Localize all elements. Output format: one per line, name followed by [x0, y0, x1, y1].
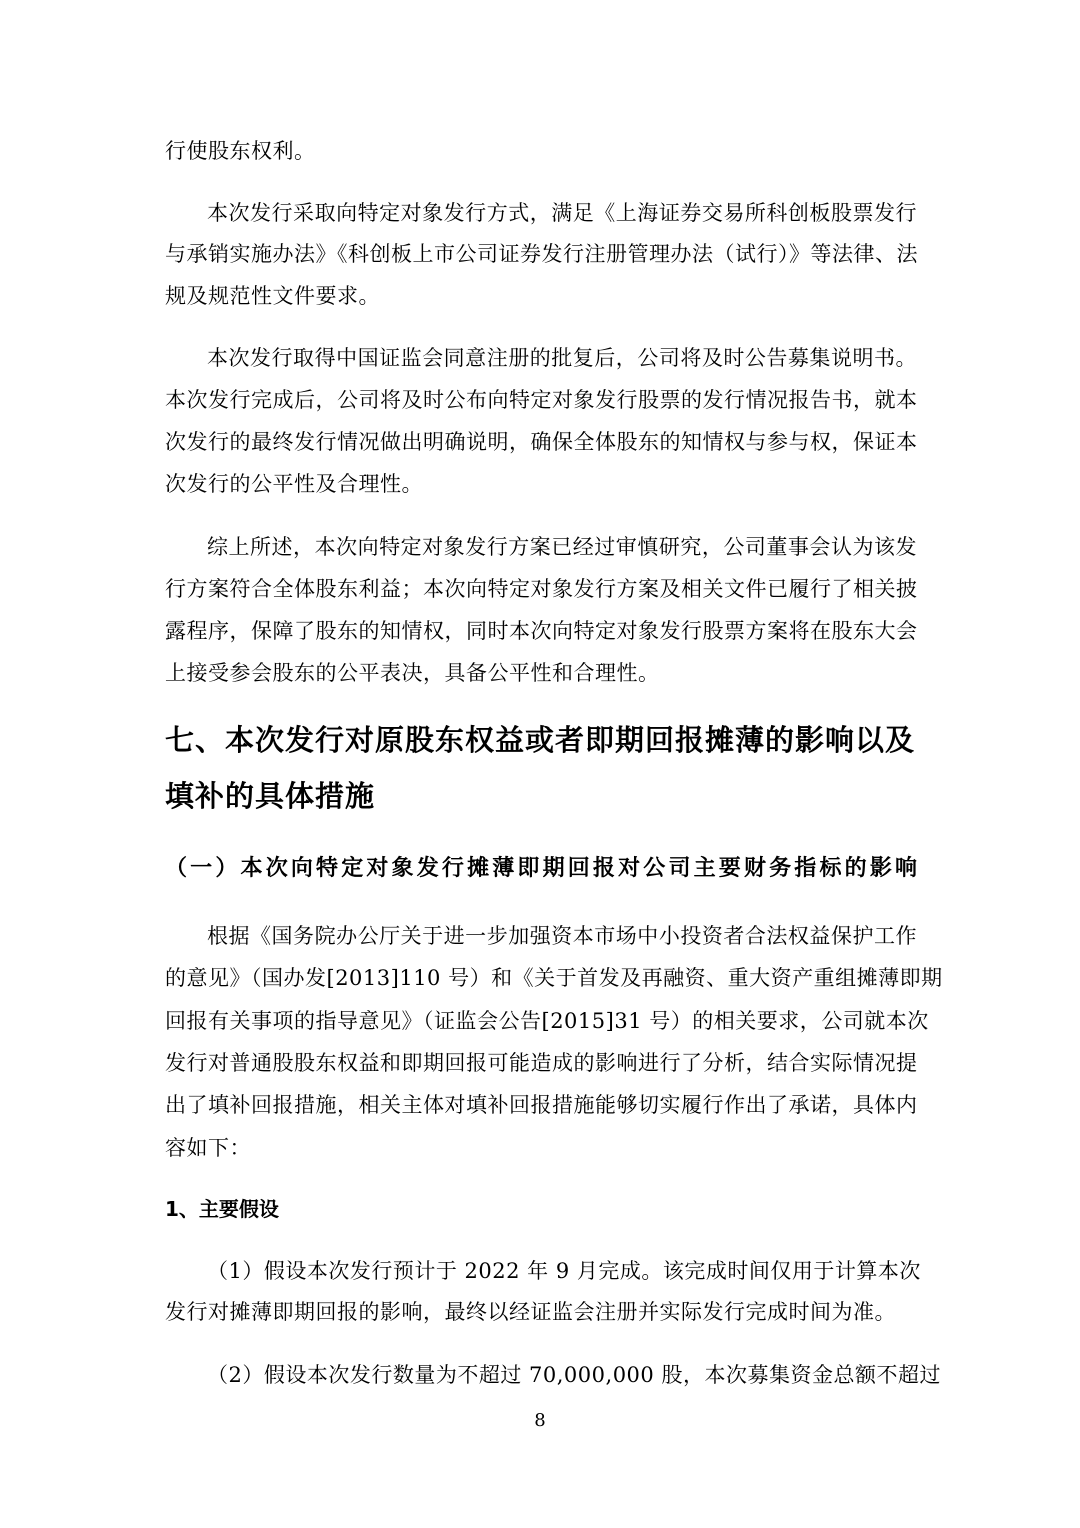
paragraph-line: 发行对普通股股东权益和即期回报可能造成的影响进行了分析，结合实际情况提 [165, 1051, 918, 1075]
item-heading: 1、主要假设 [165, 1197, 279, 1221]
section-heading: 填补的具体措施 [165, 779, 376, 813]
paragraph-line: 本次发行完成后，公司将及时公布向特定对象发行股票的发行情况报告书，就本 [165, 388, 918, 412]
paragraph-line: 规及规范性文件要求。 [165, 284, 380, 308]
paragraph-line: （1）假设本次发行预计于 2022 年 9 月完成。该完成时间仅用于计算本次 [207, 1259, 921, 1283]
section-heading: 七、本次发行对原股东权益或者即期回报摊薄的影响以及 [165, 723, 916, 757]
paragraph-line: 行方案符合全体股东利益；本次向特定对象发行方案及相关文件已履行了相关披 [165, 577, 918, 601]
paragraph-line: 与承销实施办法》《科创板上市公司证券发行注册管理办法（试行）》等法律、法 [165, 242, 918, 266]
paragraph-line: 次发行的最终发行情况做出明确说明，确保全体股东的知情权与参与权，保证本 [165, 430, 918, 454]
subsection-heading: （一）本次向特定对象发行摊薄即期回报对公司主要财务指标的影响 [165, 856, 917, 881]
paragraph-line: 容如下： [165, 1136, 251, 1160]
paragraph-line: （2）假设本次发行数量为不超过 70,000,000 股，本次募集资金总额不超过 [207, 1363, 941, 1387]
paragraph-line: 出了填补回报措施，相关主体对填补回报措施能够切实履行作出了承诺，具体内 [165, 1093, 918, 1117]
paragraph-line: 上接受参会股东的公平表决，具备公平性和合理性。 [165, 661, 660, 685]
paragraph-line: 根据《国务院办公厅关于进一步加强资本市场中小投资者合法权益保护工作 [207, 924, 917, 948]
paragraph-line: 综上所述，本次向特定对象发行方案已经过审慎研究，公司董事会认为该发 [207, 535, 917, 559]
paragraph-line: 本次发行采取向特定对象发行方式，满足《上海证券交易所科创板股票发行 [207, 201, 917, 225]
paragraph-line: 发行对摊薄即期回报的影响，最终以经证监会注册并实际发行完成时间为准。 [165, 1300, 896, 1324]
paragraph-line: 次发行的公平性及合理性。 [165, 472, 423, 496]
paragraph-line: 本次发行取得中国证监会同意注册的批复后，公司将及时公告募集说明书。 [207, 346, 917, 370]
paragraph-line: 回报有关事项的指导意见》（证监会公告[2015]31 号）的相关要求，公司就本次 [165, 1009, 929, 1033]
paragraph-line: 的意见》（国办发[2013]110 号）和《关于首发及再融资、重大资产重组摊薄即期 [165, 966, 943, 990]
paragraph-line: 露程序，保障了股东的知情权，同时本次向特定对象发行股票方案将在股东大会 [165, 619, 918, 643]
page-number: 8 [534, 1410, 546, 1431]
paragraph-line: 行使股东权利。 [165, 139, 316, 163]
